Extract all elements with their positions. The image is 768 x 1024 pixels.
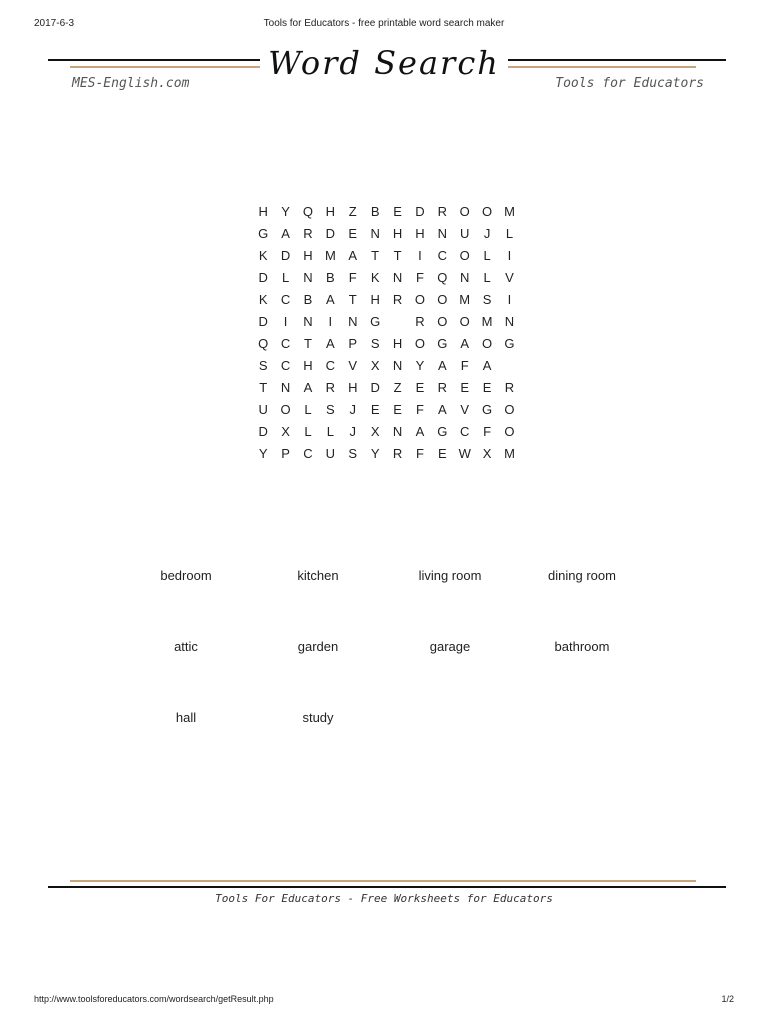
footer-text: Tools For Educators - Free Worksheets for Educators xyxy=(215,892,553,905)
grid-cell: U xyxy=(460,226,470,241)
grid-cell: J xyxy=(483,226,491,241)
grid-cell: V xyxy=(505,270,514,285)
grid-cell: I xyxy=(328,314,333,329)
grid-cell: Q xyxy=(302,204,314,219)
grid-cell: H xyxy=(258,204,268,219)
grid-cell: C xyxy=(280,358,291,373)
grid-cell: Y xyxy=(281,204,290,219)
grid-cell: G xyxy=(437,424,448,439)
word-list-item: study xyxy=(302,710,334,725)
grid-cell xyxy=(498,355,520,377)
grid-cell: O xyxy=(482,204,493,219)
grid-cell: N xyxy=(392,270,403,285)
grid-cell: C xyxy=(460,424,470,439)
word-list-row xyxy=(120,710,648,781)
grid-cell: H xyxy=(325,204,336,219)
grid-cell: V xyxy=(348,358,358,373)
grid-cell: A xyxy=(437,358,447,373)
print-date: 2017-6-3 xyxy=(34,18,75,29)
grid-cell: U xyxy=(325,446,336,461)
grid-cell: V xyxy=(460,402,470,417)
grid-cell: K xyxy=(258,248,268,263)
word-list-item: bathroom xyxy=(554,639,610,654)
grid-cell: R xyxy=(504,380,515,395)
word-list-item: kitchen xyxy=(297,568,339,583)
grid-cell: L xyxy=(483,270,491,285)
grid-cell: M xyxy=(459,292,471,307)
grid-cell: H xyxy=(370,292,380,307)
grid-cell: I xyxy=(283,314,288,329)
grid-cell: O xyxy=(437,292,448,307)
grid-cell: P xyxy=(348,336,358,351)
grid-cell: F xyxy=(415,270,424,285)
grid-cell: G xyxy=(504,336,515,351)
grid-cell: N xyxy=(460,270,470,285)
word-list-item: bedroom xyxy=(160,568,212,583)
grid-cell: D xyxy=(325,226,336,241)
grid-cell: D xyxy=(258,424,268,439)
grid-cell: A xyxy=(281,226,290,241)
grid-cell: L xyxy=(483,248,491,263)
footer-rule-accent xyxy=(70,880,696,882)
grid-row xyxy=(252,399,521,421)
grid-cell: S xyxy=(326,402,335,417)
grid-cell: U xyxy=(258,402,268,417)
grid-cell: O xyxy=(482,336,493,351)
grid-row xyxy=(252,443,521,465)
grid-cell: R xyxy=(437,380,448,395)
grid-cell: N xyxy=(280,380,291,395)
grid-cell: F xyxy=(460,358,469,373)
grid-cell: Y xyxy=(415,358,425,373)
grid-cell: R xyxy=(437,204,448,219)
grid-cell: G xyxy=(370,314,381,329)
grid-cell: G xyxy=(437,336,448,351)
grid-cell: O xyxy=(414,336,425,351)
grid-cell: I xyxy=(507,248,512,263)
grid-cell: L xyxy=(505,226,514,241)
grid-cell: L xyxy=(281,270,290,285)
grid-cell: R xyxy=(415,314,425,329)
grid-cell: N xyxy=(504,314,515,329)
grid-cell: N xyxy=(392,424,403,439)
grid-cell xyxy=(386,311,408,333)
grid-cell: A xyxy=(326,292,335,307)
grid-cell: O xyxy=(459,248,470,263)
word-list-item: attic xyxy=(174,639,198,654)
grid-cell: Q xyxy=(437,270,448,285)
grid-row xyxy=(252,201,521,223)
grid-cell: N xyxy=(303,270,313,285)
grid-cell: E xyxy=(393,402,402,417)
grid-cell: A xyxy=(303,380,313,395)
grid-cell: K xyxy=(370,270,380,285)
grid-cell: F xyxy=(415,446,424,461)
grid-cell: C xyxy=(325,358,336,373)
grid-cell: L xyxy=(326,424,334,439)
grid-cell: L xyxy=(304,402,312,417)
grid-row xyxy=(252,223,521,245)
grid-cell: Y xyxy=(370,446,380,461)
grid-cell: M xyxy=(324,248,336,263)
grid-cell: C xyxy=(280,336,291,351)
grid-cell: H xyxy=(303,358,313,373)
grid-row xyxy=(252,355,521,377)
grid-row xyxy=(252,311,521,333)
grid-cell: X xyxy=(482,446,492,461)
grid-cell: F xyxy=(415,402,424,417)
grid-cell: W xyxy=(458,446,471,461)
grid-cell: D xyxy=(370,380,380,395)
grid-cell: E xyxy=(415,380,425,395)
grid-cell: G xyxy=(258,226,269,241)
grid-cell: O xyxy=(504,402,515,417)
grid-cell: Q xyxy=(258,336,269,351)
grid-row xyxy=(252,267,521,289)
grid-cell: T xyxy=(393,248,402,263)
grid-cell: Z xyxy=(348,204,357,219)
word-list-item: living room xyxy=(418,568,482,583)
grid-cell: O xyxy=(280,402,291,417)
print-url: http://www.toolsforeducators.com/wordsearch/getResult.php xyxy=(34,994,274,1004)
grid-cell: R xyxy=(392,292,403,307)
grid-cell: K xyxy=(258,292,268,307)
grid-cell: D xyxy=(415,204,425,219)
grid-cell: D xyxy=(280,248,291,263)
grid-cell: M xyxy=(481,314,493,329)
grid-cell: T xyxy=(371,248,380,263)
grid-row xyxy=(252,289,521,311)
grid-cell: A xyxy=(415,424,425,439)
grid-cell: O xyxy=(414,292,425,307)
grid-cell: T xyxy=(304,336,312,351)
print-title: Tools for Educators - free printable word search maker xyxy=(263,18,505,29)
grid-cell: A xyxy=(326,336,335,351)
word-search-grid xyxy=(252,201,521,465)
word-list-item: garden xyxy=(297,639,339,654)
grid-cell: M xyxy=(504,446,515,461)
grid-cell: B xyxy=(303,292,313,307)
grid-cell: A xyxy=(437,402,447,417)
grid-cell: R xyxy=(392,446,403,461)
grid-cell: E xyxy=(437,446,447,461)
brand-left: MES-English.com xyxy=(72,76,190,91)
grid-cell: T xyxy=(259,380,268,395)
grid-cell: L xyxy=(304,424,312,439)
grid-cell: I xyxy=(418,248,422,263)
grid-cell: H xyxy=(348,380,358,395)
grid-cell: Z xyxy=(393,380,402,395)
grid-cell: S xyxy=(348,446,358,461)
print-page-number: 1/2 xyxy=(721,994,734,1004)
grid-cell: F xyxy=(483,424,492,439)
grid-cell: N xyxy=(392,358,403,373)
grid-cell: I xyxy=(507,292,512,307)
grid-cell: O xyxy=(459,204,470,219)
footer-rule xyxy=(48,886,726,888)
grid-cell: O xyxy=(504,424,515,439)
grid-cell: E xyxy=(370,402,380,417)
grid-cell: O xyxy=(459,314,470,329)
grid-cell: X xyxy=(281,424,290,439)
grid-cell: S xyxy=(258,358,268,373)
word-list-row xyxy=(120,639,648,710)
grid-cell: R xyxy=(303,226,313,241)
grid-cell: X xyxy=(370,358,380,373)
word-list-item: garage xyxy=(429,639,471,654)
grid-cell: S xyxy=(482,292,492,307)
grid-cell: C xyxy=(303,446,313,461)
grid-cell: S xyxy=(370,336,380,351)
grid-cell: F xyxy=(348,270,357,285)
grid-cell: H xyxy=(303,248,313,263)
word-list-item: hall xyxy=(175,710,197,725)
brand-right: Tools for Educators xyxy=(555,76,704,91)
grid-cell: H xyxy=(415,226,425,241)
grid-cell: G xyxy=(482,402,493,417)
grid-cell: N xyxy=(370,226,380,241)
grid-cell: A xyxy=(460,336,470,351)
grid-cell: T xyxy=(348,292,357,307)
grid-cell: M xyxy=(504,204,515,219)
grid-row xyxy=(252,377,521,399)
grid-cell: X xyxy=(370,424,380,439)
grid-cell: N xyxy=(303,314,313,329)
grid-cell: N xyxy=(437,226,448,241)
grid-cell: P xyxy=(281,446,290,461)
grid-row xyxy=(252,333,521,355)
grid-cell: C xyxy=(280,292,291,307)
grid-cell: A xyxy=(482,358,492,373)
grid-cell: E xyxy=(348,226,358,241)
grid-cell: H xyxy=(392,226,403,241)
grid-cell: E xyxy=(460,380,470,395)
grid-cell: C xyxy=(437,248,448,263)
grid-cell: B xyxy=(326,270,335,285)
word-list-item: dining room xyxy=(548,568,616,583)
grid-row xyxy=(252,421,521,443)
grid-cell: H xyxy=(392,336,403,351)
worksheet-title-text: Word Search xyxy=(260,44,508,82)
grid-row xyxy=(252,245,521,267)
grid-cell: O xyxy=(437,314,448,329)
grid-cell: D xyxy=(258,270,268,285)
grid-cell: A xyxy=(348,248,358,263)
word-list xyxy=(120,568,648,781)
grid-cell: J xyxy=(349,424,356,439)
grid-cell: N xyxy=(348,314,358,329)
grid-cell: E xyxy=(393,204,402,219)
grid-cell: Y xyxy=(258,446,268,461)
grid-cell: R xyxy=(325,380,336,395)
grid-cell: J xyxy=(349,402,356,417)
grid-cell: E xyxy=(482,380,492,395)
word-list-row xyxy=(120,568,648,639)
grid-cell: B xyxy=(370,204,380,219)
grid-cell: D xyxy=(258,314,268,329)
